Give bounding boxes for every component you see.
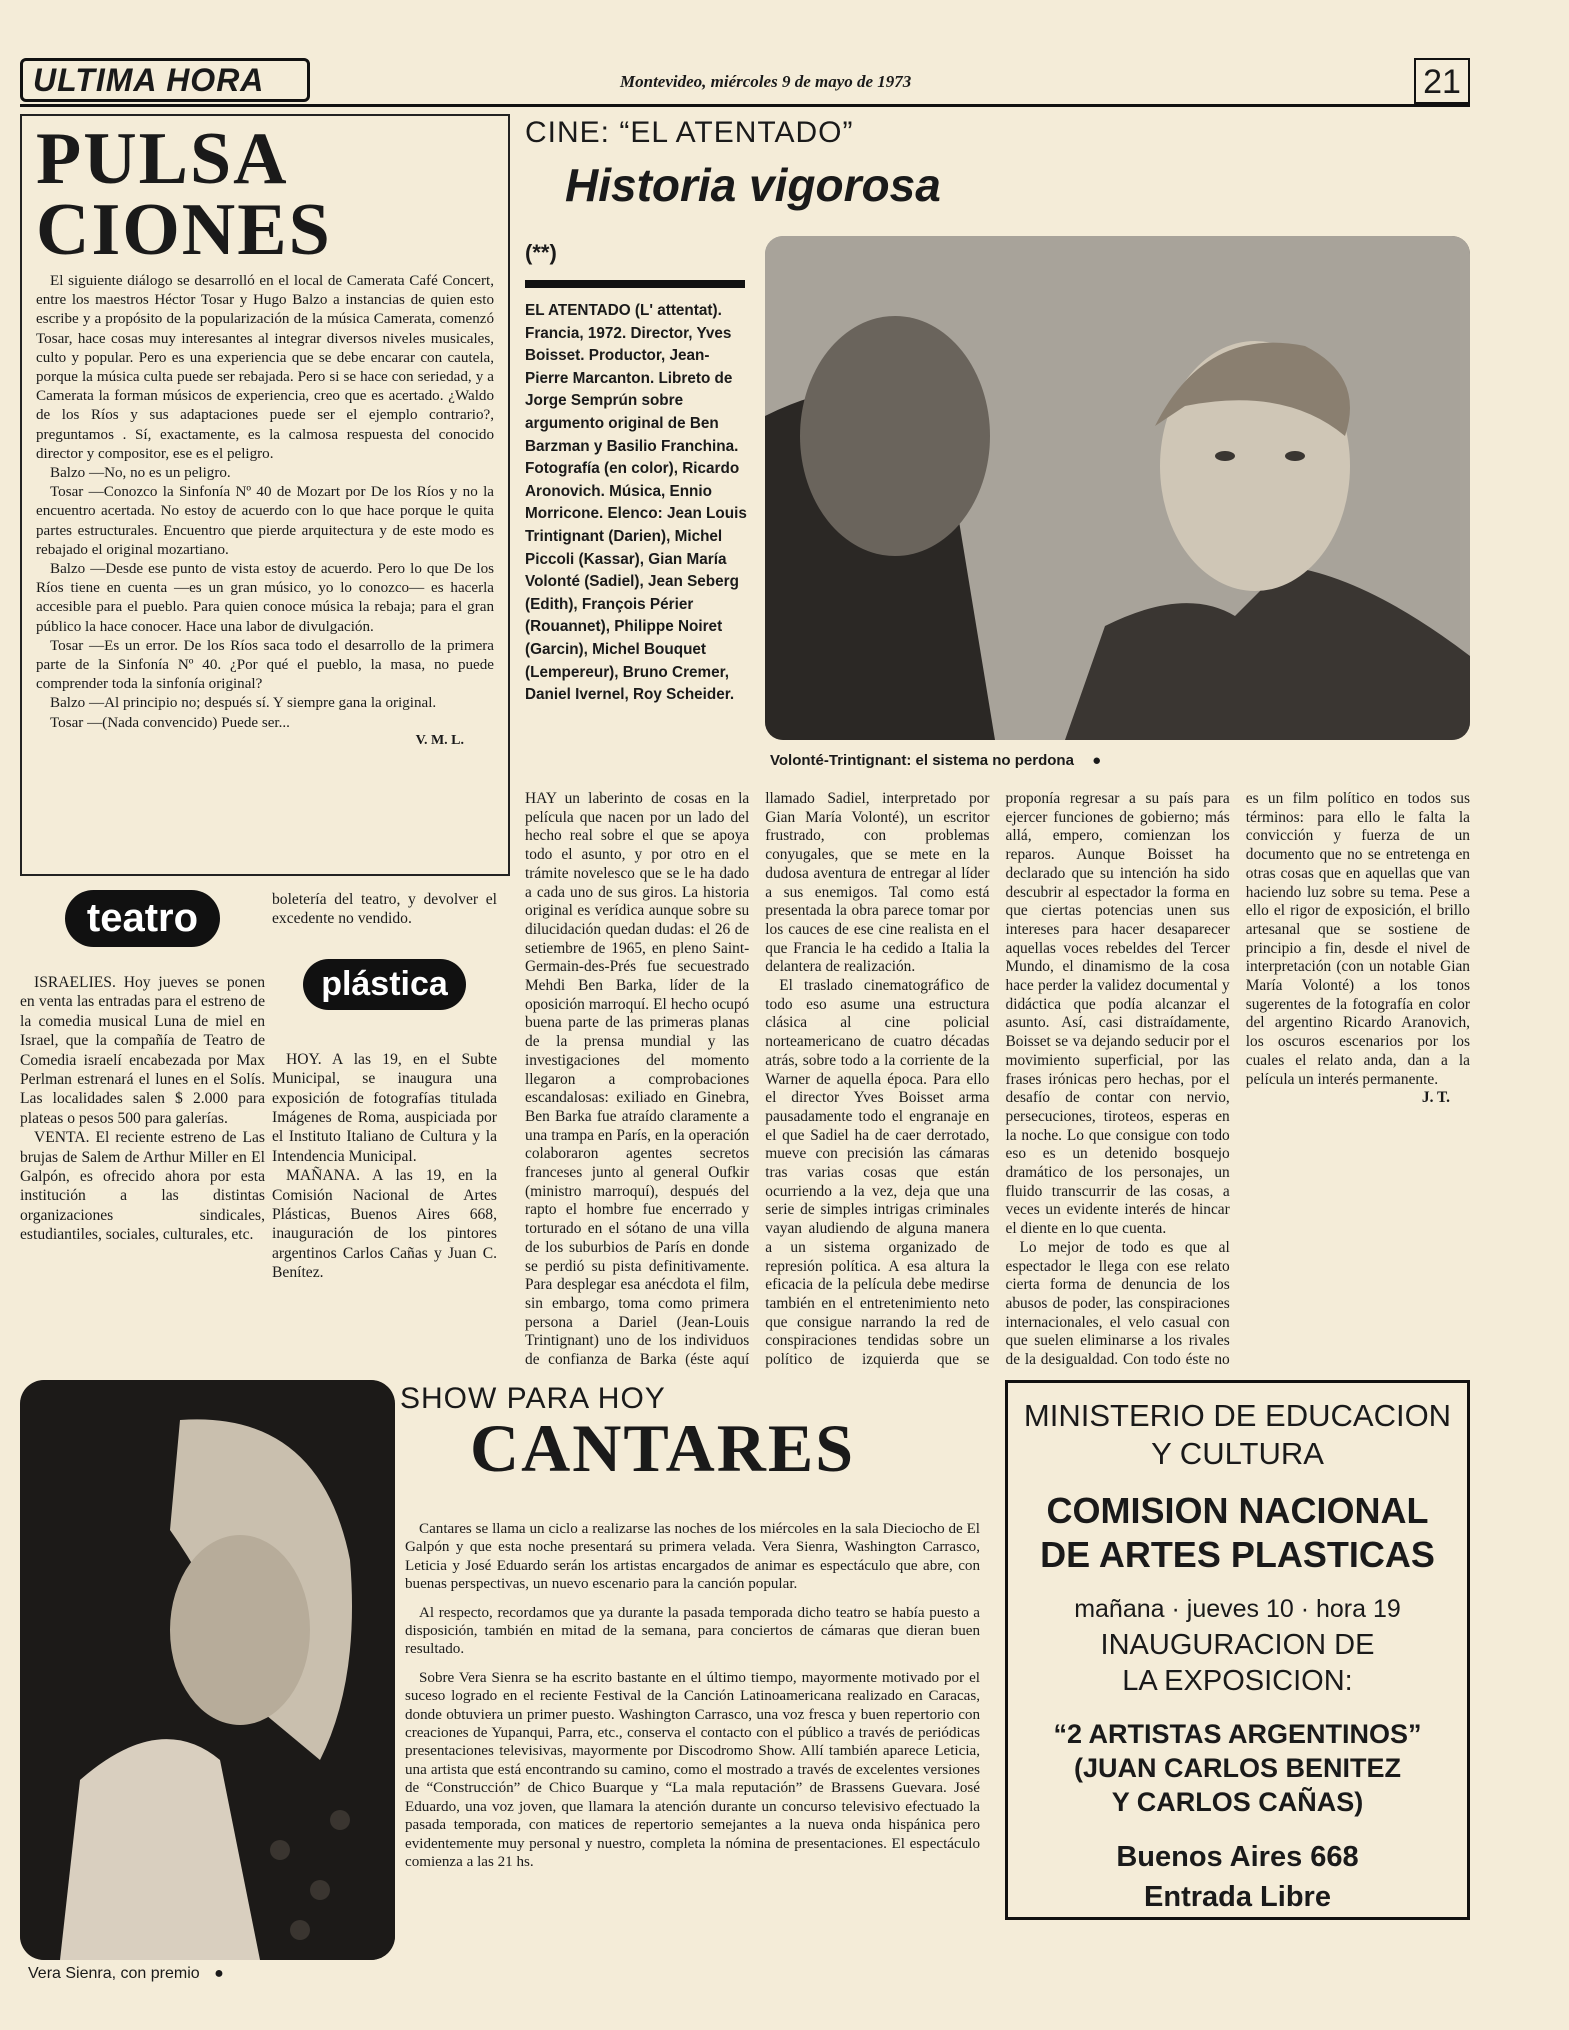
plastica-body (272, 1050, 497, 1283)
cantares-paragraph: Sobre Vera Sienra se ha escrito bastante en el último tiempo, mayormente motivado por el suceso logrado en el reciente Festival de la Canción Latinoamericana realizado en Caracas, donde obtuviera un primer puesto. Washington Carrasco, una voz fresca y buen repertorio con creaciones de Yupanqui, Parra, etc., conserva el contacto con el público a través de periódicas presentaciones televisivas, mayormente por Discodromo Show. Allí también aparece Leticia, una artista que está encontrando su camino, como el mostrado a través de excelentes versiones de “Construcción” de Chico Buarque y “La mala reputación” de Brassens Guevara. José Eduardo, una voz joven, que llamara la atención durante un concurso televisivo efectuado la pasada temporada, con matices de repertorio semejantes a la nueva onda hispánica pero evidentemente muy personal y nuestro, completa la nómina de presentaciones. El espectáculo comienza a las 21 hs. (405, 1669, 980, 1870)
ad-line6: INAUGURACION DE (1100, 1629, 1375, 1661)
cantares-photo (20, 1380, 395, 1960)
vera-sienra-photo (20, 1380, 395, 1960)
ministerio-ad (1005, 1380, 1470, 1920)
masthead-logo (20, 58, 310, 102)
plastica-top-text: boletería del teatro, y devolver el excedente no vendido. (272, 891, 497, 928)
teatro-logo: teatro (65, 890, 220, 947)
ad-line7: LA EXPOSICION: (1122, 1665, 1353, 1697)
pulsaciones-paragraph: El siguiente diálogo se desarrolló en el local de Camerata Café Concert, entre los maestros Héctor Tosar y Hugo Balzo a instancias de quien esto escribe y a propósito de la popularización de la música Camerata, comenzó Tosar, hace cosas muy interesantes al integrar diversos niveles musicales, culto y popular. Pero es una experiencia que se debe encarar con cautela, porque la música culta puede ser rebajada. Pero si se hace con seriedad, y a Camerata la forman músicos de experiencia, creo que es acertado. ¿Waldo de los Ríos y sus adaptaciones puede ser el ejemplo contrario?, preguntamos . Sí, exactamente, es la calmosa respuesta del conocido director y compositor, ese es el peligro. (36, 273, 494, 462)
masthead-text: ULTIMA HORA (33, 62, 265, 98)
pulsaciones-title-line2: CIONES (36, 189, 332, 271)
teatro-paragraph: VENTA. El reciente estreno de Las brujas de Salem de Arthur Miller en El Galpón, es ofrecido ahora por esta institución a las distintas organizaciones sindicales, estudiantiles, sociales, culturales, etc. (20, 1129, 265, 1244)
cantares-headline: CANTARES (470, 1410, 856, 1486)
ad-line10: Y CARLOS CAÑAS) (1111, 1787, 1364, 1817)
bullet-icon: ● (1092, 752, 1102, 769)
teatro-section (20, 890, 265, 1380)
cine-headline: Historia vigorosa (565, 159, 941, 211)
cine-photo (765, 236, 1470, 740)
header-rule (20, 104, 1470, 107)
ad-line11: Buenos Aires 668 (1116, 1841, 1359, 1873)
plastica-section (272, 890, 497, 1380)
ad-line9: (JUAN CARLOS BENITEZ (1073, 1753, 1401, 1783)
bullet-icon: ● (214, 1965, 224, 1982)
cine-credits: EL ATENTADO (L' attentat). Francia, 1972. Director, Yves Boisset. Productor, Jean-Pierre Marcanton. Libreto de Jorge Semprún sobre argumento original de Ben Barzman y Basilio Franchina. Fotografía (en color), Ricardo Aronovich. Música, Ennio Morricone. Elenco: Jean Louis Trintignant (Darien), Michel Piccoli (Kassar), Gian María Volonté (Sadiel), Jean Seberg (Edith), François Périer (Rouannet), Philippe Noiret (Garcin), Michel Bouquet (Lempereur), Bruno Cremer, Daniel Ivernel, Roy Scheider. (525, 302, 747, 704)
pulsaciones-paragraph: Tosar —(Nada convencido) Puede ser... (50, 714, 290, 731)
pulsaciones-paragraph: Tosar —Conozco la Sinfonía Nº 40 de Mozart por De los Ríos y no la encuentro acertada. No estoy de acuerdo con lo que hace porque le quita partes estructurales. Encuentro que pierde arquitectura y de este modo es rebajado el original mozartiano. (36, 484, 494, 558)
pulsaciones-signature: V. M. L. (415, 732, 464, 748)
pulsaciones-paragraph: Balzo —Al principio no; después sí. Y siempre gana la original. (50, 695, 437, 712)
dateline: Montevideo, miércoles 9 de mayo de 1973 (620, 72, 912, 91)
pulsaciones-paragraph: Balzo —Desde ese punto de vista estoy de acuerdo. Pero lo que De los Ríos tiene en cuenta —es un gran músico, yo lo conozco— es hacerla accesible para el pueblo. Para quien conoce música la rebaja; para el gran público la hace conocer. Hace una labor de divulgación. (36, 561, 494, 635)
pulsaciones-paragraph: Balzo —No, no es un peligro. (50, 465, 231, 482)
cine-paragraph: Lo mejor de todo es que al espectador le llega con ese relato cierta forma de denuncia de los abusos de poder, las conspiraciones internacionales, el velo casual con que suelen eliminarse a los rivales de la desigualdad. Con todo éste no es un film político en todos sus términos: para ello le falta la convicción y fuerza de un documento que no se entretenga en otras cosas que en aquellas que van haciendo luz sobre su tema. Pese a ello el rigor de exposición, el brillo artesanal que se sostiene de principio a fin, desde el nivel de interpretación (con un notable Gian María Volonté) a los tonos sugerentes de la fotografía en color del argentino Ricardo Aranovich, los oscuros escenarios por los cuales el relato anda, dan a la película un interés permanente. (1005, 790, 1470, 1369)
cantares-body (405, 1520, 980, 1871)
teatro-paragraph: ISRAELIES. Hoy jueves se ponen en venta las entradas para el estreno de la comedia musical Luna de miel en Israel, que la compañía de Teatro de Comedia israelí encabezada por Max Perlman estrenará el lunes en el Solís. Las localidades salen $ 2.000 para plateas o pesos 500 para galerías. (20, 974, 265, 1127)
cine-photo-caption (770, 752, 1470, 769)
plastica-logo: plástica (303, 959, 466, 1010)
plastica-paragraph: HOY. A las 19, en el Subte Municipal, se inaugura una exposición de fotografías titulada Imágenes de Roma, auspiciada por el Instituto Italiano de Cultura y la Intendencia Municipal. (272, 1050, 497, 1165)
pulsaciones-body (36, 272, 494, 733)
page-number: 21 (1414, 58, 1470, 104)
cine-body (525, 790, 1470, 1372)
cantares-kicker: SHOW PARA HOY (400, 1382, 666, 1415)
cine-paragraph: HAY un laberinto de cosas en la película que nacen por un lado del hecho real sobre el que se apoya todo el asunto, y por otro en el trámite novelesco que se le ha dado a cada uno de sus giros. La historia original es verídica aunque sobre su dilucidación quedan dudas: el 26 de setiembre de 1965, en pleno Saint-Germain-des-Prés fue secuestrado Mehdi Ben Barka, líder de la oposición marroquí. El hecho ocupó buena parte de las primeras planas de la prensa mundial y las investigaciones del momento llegaron a comprobaciones escandalosas: exiliado en Ginebra, Ben Barka fue atraído claramente a una trampa en París, en la operación colaboraron agentes secretos franceses junto al general Oufkir (ministro marroquí), después del rapto el hombre fue encerrado y torturado en el sótano de una villa de los suburbios de París en donde se perdió su pista definitivamente. Para desplegar esa anécdota el film, sin embargo, toma como primera persona a Dariel (Jean-Louis Trintignant) uno de los individuos de confianza de Barka (éste aquí llamado Sadiel, interpretado por Gian María Volonté), un escritor frustrado, con problemas conyugales, que se mete en la dudosa aventura de entregar al líder a sus enemigos. Tal como está presentada la obra parece tomar por los cauces de ese cine realista en el que Francia le ha cedido a Italia la delantera de realización. (525, 790, 990, 1369)
cine-rating-rule (525, 280, 745, 288)
cine-paragraph: El traslado cinematográfico de todo eso asume una estructura clásica al cine policial norteamericano de cuatro décadas atrás, sobre todo a la corriente de la Warner de aquella época. Para ello el director Yves Boisset arma pausadamente todo el engranaje en el que Sadiel ha de caer derrotado, mueve con precisión las cámaras tras varias cosas que están ocurriendo a la vez, deja que una serie de simples intrigas criminales vayan aludiendo de alguna manera a un sistema organizado de represión política. A esa altura la eficacia de la película debe medirse también en el entretenimiento neto que consigue narrando la red de conspiraciones tendidas sobre un político de izquierda que se proponía regresar a su país para ejercer funciones de gobierno; más allá, empero, comienzan los reparos. Aunque Boisset ha declarado que su intención ha sido descubrir al espectador la forma en que ciertas potencias unen sus intereses para hacer desaparecer aquellas voces rebeldes del Tercer Mundo, el dinamismo de la cosa hace perder la validez documental y didáctica que podía alcanzar el asunto. Así, casi distraídamente, Boisset se va dejando seducir por el movimiento superficial, por las frases irónicas pero hechas, por el desafío de contar con nervio, persecuciones, tiroteos, esperas en la noche. Lo que consigue con todo eso es un detenido bosquejo dramático de los personajes, un fluido transcurrir de las cosas, a veces un evidente interés de hincar el diente en lo que cuenta. (765, 790, 1230, 1369)
cine-rating: (**) (525, 240, 557, 265)
cantares-photo-caption-text: Vera Sienra, con premio (28, 1965, 200, 1982)
teatro-body (20, 973, 265, 1245)
plastica-paragraph: MAÑANA. A las 19, en la Comisión Nacional de Artes Plásticas, Buenos Aires 668, inauguración de los pintores argentinos Carlos Cañas y Juan C. Benítez. (272, 1167, 497, 1282)
cantares-photo-caption (28, 1965, 388, 1983)
cine-kicker: CINE: “EL ATENTADO” (525, 116, 854, 149)
cantares-paragraph: Al respecto, recordamos que ya durante la pasada temporada dicho teatro se había puesto a disposición, también en mitad de la semana, para conciertos de cámaras que dieran buen resultado. (405, 1604, 980, 1658)
ad-line5: mañana · jueves 10 · hora 19 (1074, 1595, 1401, 1623)
cantares-paragraph: Cantares se llama un ciclo a realizarse las noches de los miércoles en la sala Dieciocho de El Galpón y que esta noche presentará su primera velada. Vera Sienra, Washington Carrasco, Leticia y José Eduardo serán los artistas encargados de animar es espectáculo que abre, con buenas perspectivas, un nuevo escenario para la canción popular. (405, 1521, 980, 1593)
volonte-trintignant-photo (765, 236, 1470, 740)
pulsaciones-title-line1: PULSA (36, 118, 289, 200)
ad-line1: MINISTERIO DE EDUCACION (1023, 1398, 1452, 1433)
cine-photo-caption-text: Volonté-Trintignant: el sistema no perdona (770, 752, 1074, 769)
ad-line2: Y CULTURA (1151, 1436, 1324, 1471)
pulsaciones-box (20, 114, 510, 876)
ad-line8: “2 ARTISTAS ARGENTINOS” (1053, 1719, 1422, 1749)
cine-signature: J. T. (1421, 1089, 1450, 1107)
ad-line4: DE ARTES PLASTICAS (1040, 1534, 1435, 1575)
ad-line3: COMISION NACIONAL (1046, 1490, 1429, 1531)
ad-line12: Entrada Libre (1144, 1881, 1331, 1913)
pulsaciones-paragraph: Tosar —Es un error. De los Ríos saca todo el desarrollo de la primera parte de la Sinfonía Nº 40. ¿Por qué el pueblo, la masa, no puede comprender toda la sinfonía original? (36, 637, 494, 693)
